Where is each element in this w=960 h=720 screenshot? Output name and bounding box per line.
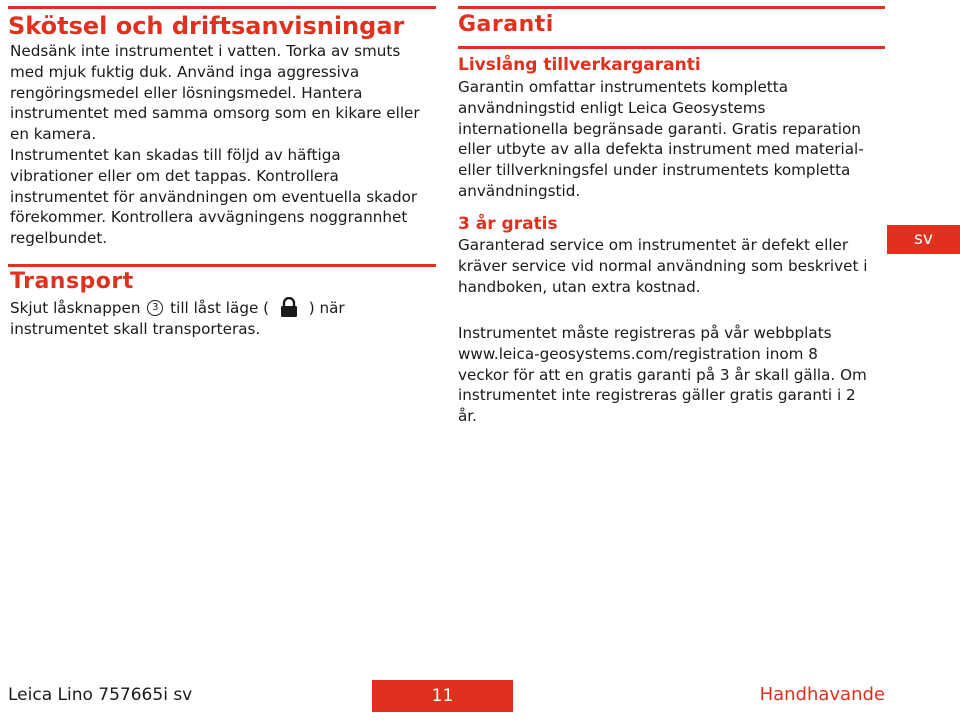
warranty-title: Garanti [458,12,554,37]
padlock-icon [278,297,300,317]
transport-text-after: ) när [308,299,345,317]
lifetime-warranty-title: Livslång tillverkargaranti [458,55,701,75]
transport-text-line2: instrumentet skall transporteras. [10,319,261,338]
transport-text-middle: till låst läge ( [170,299,270,317]
free-warranty-title: 3 år gratis [458,214,558,234]
free-warranty-text: Garanterad service om instrumentet är defekt eller kräver service vid normal användning som beskrivet i handboken, utan extra kostnad. [458,236,868,296]
lifetime-title-rule [458,46,885,49]
footer-section: Handhavande [759,684,885,705]
care-title-rule [8,6,436,9]
warranty-title-rule [458,6,885,9]
footer-product: Leica Lino 757665i sv [8,685,193,705]
care-text: Nedsänk inte instrumentet i vatten. Torka av smuts med mjuk fuktig duk. Använd inga aggressiva rengöringsmedel eller lösningsmedel. Hantera instrumentet med samma omsorg som en kikare eller en kamera. Instrumentet kan skadas till följd av häftiga vibrationer eller om det tappas. Kontrollera instrumentet för användningen om eventuella skador förekommer. Kontrollera avvägningens noggrannhet regelbundet. [10,42,420,248]
page-number: 11 [372,680,513,712]
registration-text: Instrumentet måste registreras på vår webbplats www.leica-geosystems.com/registration inom 8 veckor för att en gratis garanti på 3 år skall gälla. Om instrumentet inte registreras gäller gratis garanti i 2 år. [458,324,867,426]
transport-title: Transport [10,269,134,294]
care-title: Skötsel och driftsanvisningar [8,12,405,40]
transport-text-before: Skjut låsknappen [10,299,141,317]
language-tab: sv [887,225,960,254]
transport-title-rule [8,264,436,267]
lifetime-warranty-text: Garantin omfattar instrumentets kompletta användningstid enligt Leica Geosystems internationella begränsade garanti. Gratis reparation eller utbyte av alla defekta instrument med material- eller tillverkningsfel under instrumentets kompletta användningstid. [458,78,864,200]
transport-text [10,298,440,340]
callout-number: 3 [147,300,163,316]
